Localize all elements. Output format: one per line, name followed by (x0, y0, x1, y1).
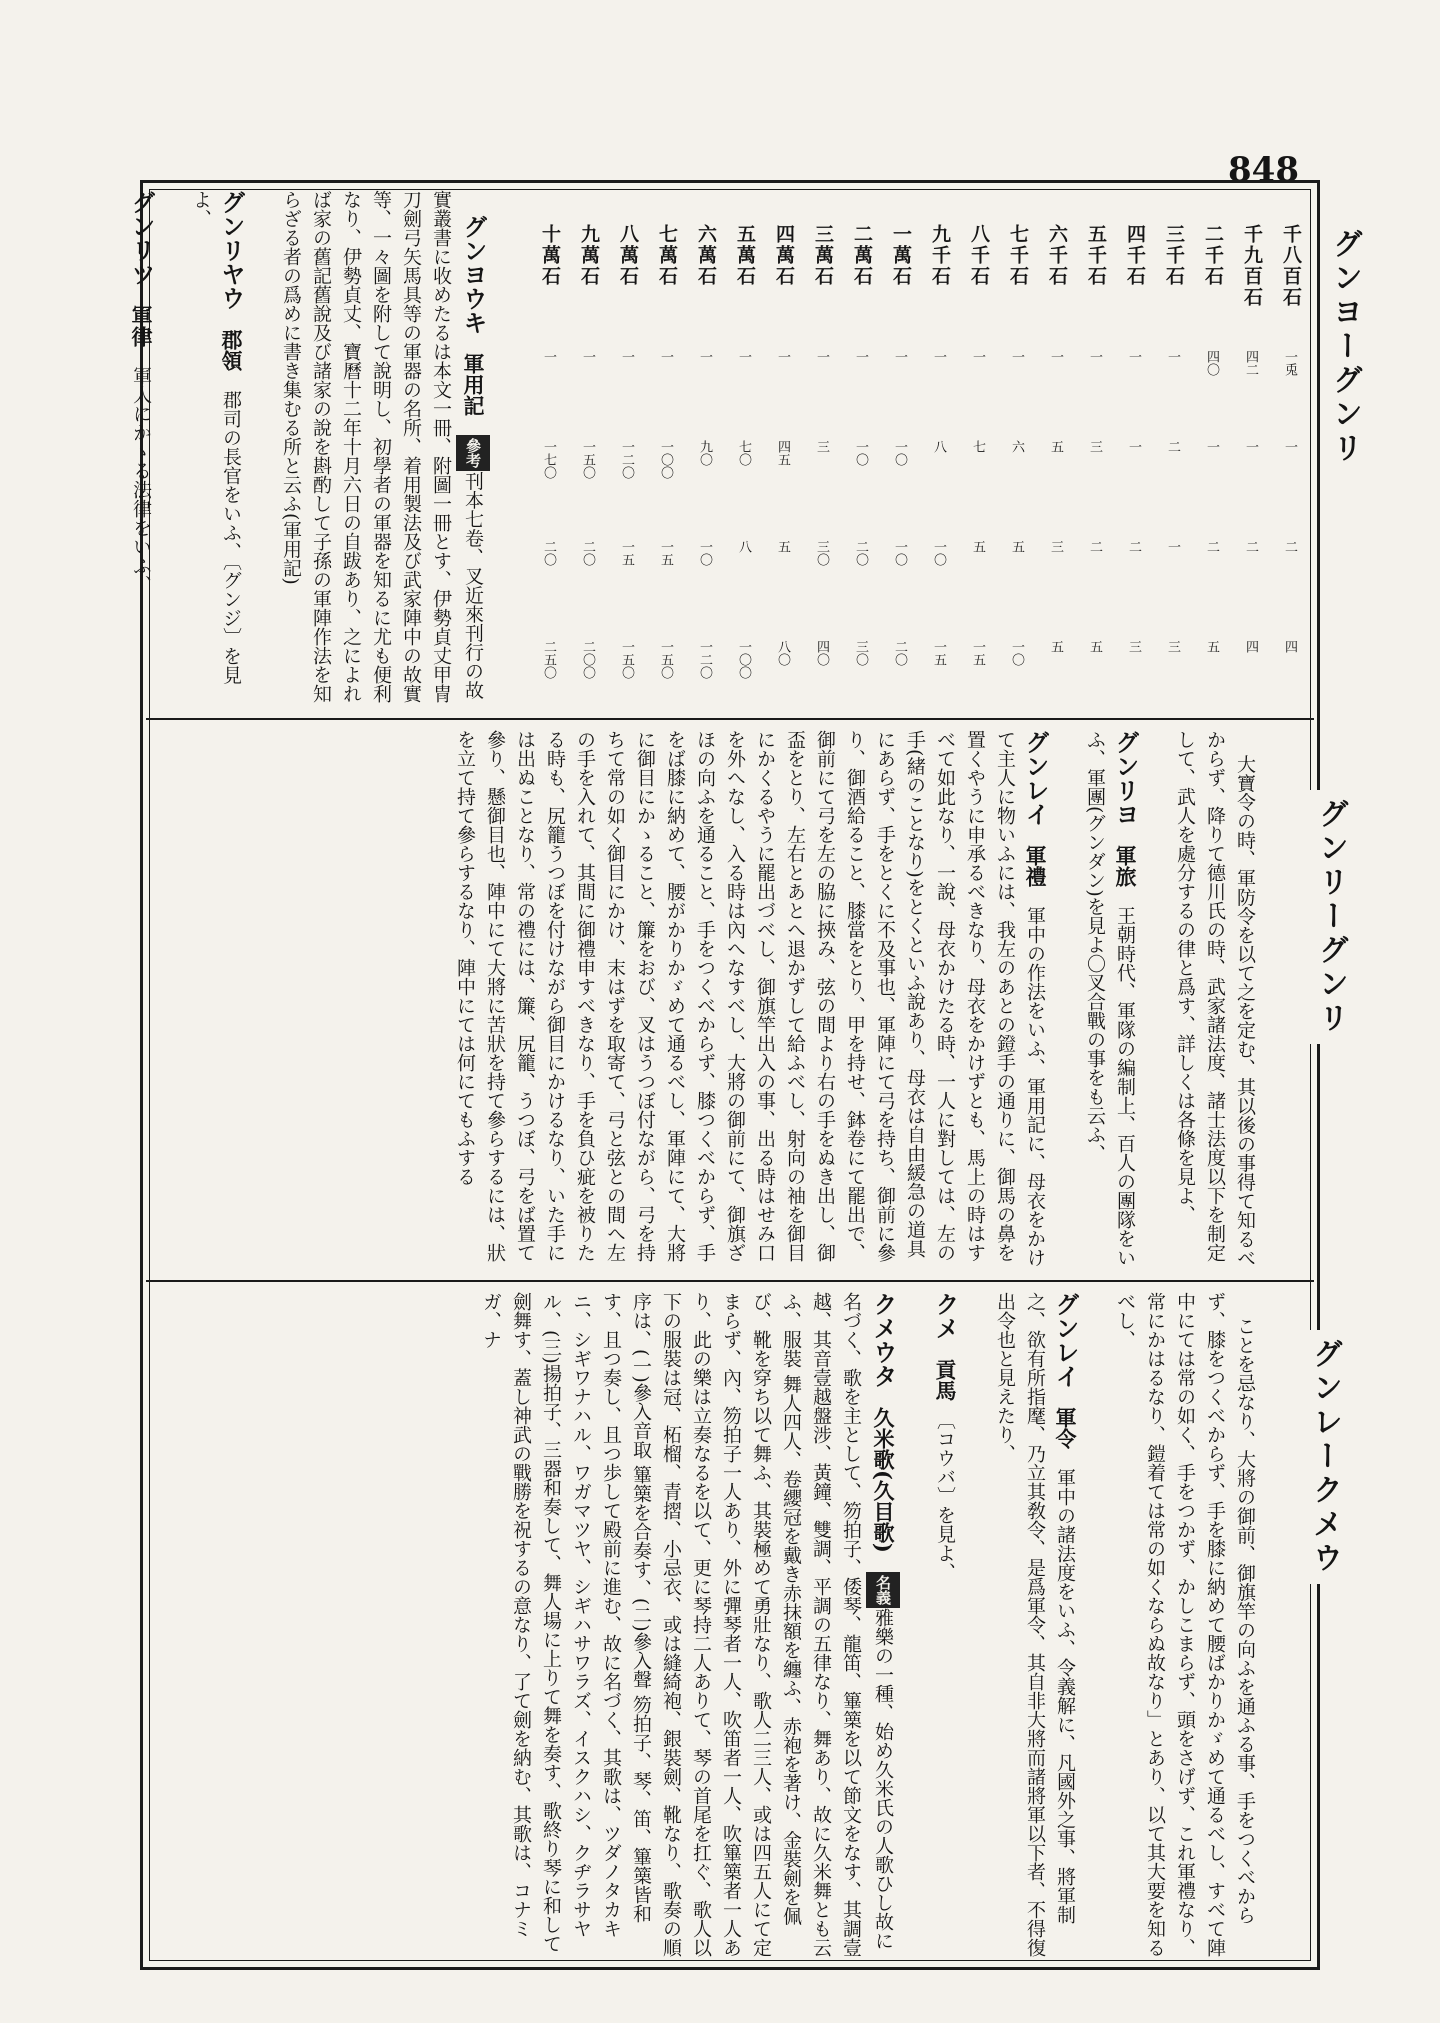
rank-table-cell: 一兎 (1282, 350, 1297, 376)
rank-table-name: 五萬石 (734, 224, 756, 287)
entry-text: 〔コウバ〕を見よ、 (934, 1420, 956, 1582)
rank-table-name: 二千石 (1202, 224, 1224, 287)
rank-table-cell: 四〇 (1204, 350, 1219, 376)
rank-table-cell: 一五 (619, 540, 634, 566)
rank-table-cell: 一〇 (931, 540, 946, 566)
rank-table-row (559, 200, 603, 700)
entry-headword: グンリヨ (1111, 730, 1140, 826)
rank-table-cell: 三 (814, 440, 829, 453)
rank-table-cell: 一七〇 (541, 440, 556, 479)
rank-table-cell: 四五 (775, 440, 790, 466)
entry-text: 王朝時代、軍隊の編制上、百人の團隊をいふ、軍團(グンダン)を見よ〇叉合戰の事をも云ふ、 (1084, 730, 1136, 1267)
rank-table-row (520, 200, 564, 700)
rank-table-cell: 五 (1009, 540, 1024, 553)
entry-text: 郡司の長官をいふ、〔グンジ〕を見よ、 (190, 190, 242, 685)
entry-term: 久米歌(久目歌) (871, 1407, 896, 1553)
rank-table-cell: 四二 (1243, 350, 1258, 376)
rank-table-row (1105, 200, 1149, 700)
rank-table-cell: 五 (970, 540, 985, 553)
rank-table-cell: 一 (580, 350, 595, 363)
rank-table-cell: 一 (1204, 440, 1219, 453)
entry-text: 軍人にかゝる法律をいふ、 (130, 366, 152, 594)
section-divider-1 (146, 718, 1314, 720)
rank-table-cell: 二 (1126, 540, 1141, 553)
entry-tag: 名義 (866, 1572, 900, 1608)
top-entries-section (127, 190, 520, 710)
entry-tag: 參考 (456, 435, 490, 471)
rank-table-name: 二萬石 (851, 224, 873, 287)
entry-headword: クメウタ (869, 1292, 898, 1388)
entry-text: 刊本七卷、叉近來刊行の故實叢書に收めたるは本文一冊、附圖一冊とす、伊勢貞丈甲冑刀劍弓矢馬具等の軍器の名所、着用製法及び武家陣中の故實等、一々圖を附して說明し、初學者の軍器を知るに尤も便利なり、伊勢貞丈、寶曆十二年十月六日の自跋あり、之によれば家の舊記舊說及び諸家の說を斟酌して子孫の軍陣作法を知らざる者の爲めに書き集むる所と云ふ(軍用記) (280, 190, 484, 703)
rank-table-cell: 四 (1282, 640, 1297, 653)
rank-table-cell: 一 (1165, 350, 1180, 363)
entry-headword: グンレイ (1051, 1292, 1080, 1388)
rank-table-name: 八千石 (968, 224, 990, 287)
rank-table-name: 九千石 (929, 224, 951, 287)
section-divider-2 (146, 1280, 1314, 1282)
rank-table-name: 七萬石 (656, 224, 678, 287)
rank-table-cell: 一 (697, 350, 712, 363)
rank-table-row (871, 200, 915, 700)
rank-table-row (1144, 200, 1188, 700)
rank-table-cell: 一 (619, 350, 634, 363)
entry-term: 郡領 (219, 329, 244, 371)
rank-table-cell: 七〇 (736, 440, 751, 466)
rank-table-name: 四萬石 (773, 224, 795, 287)
entry-term: 軍令 (1053, 1407, 1078, 1449)
rank-table-name: 三千石 (1163, 224, 1185, 287)
rank-table-cell: 五 (775, 540, 790, 553)
rank-table-cell: 九〇 (697, 440, 712, 466)
rank-table-row (754, 200, 798, 700)
rank-table-name: 五千石 (1085, 224, 1107, 287)
rank-table-row (1066, 200, 1110, 700)
rank-table-name: 千八百石 (1280, 224, 1302, 308)
rank-table-cell: 一 (775, 350, 790, 363)
page-number: 848 (1228, 150, 1299, 190)
entry-headword: グンリヤウ (217, 190, 246, 310)
rank-table-cell: 一 (1087, 350, 1102, 363)
rank-table-name: 千九百石 (1241, 224, 1263, 308)
rank-table-cell: 一五〇 (658, 640, 673, 679)
rank-table-cell: 一 (1126, 440, 1141, 453)
rank-table-cell: 二五〇 (541, 640, 556, 679)
rank-table-cell: 一 (970, 350, 985, 363)
rank-table-cell: 一 (1048, 350, 1063, 363)
rank-table-cell: 一五〇 (619, 640, 634, 679)
rank-table-cell: 五 (1048, 440, 1063, 453)
rank-table-cell: 二〇〇 (580, 640, 595, 679)
rank-table-cell: 八 (931, 440, 946, 453)
entry-headword: クメ (931, 1292, 960, 1340)
entry-headword: グンヨウキ (459, 214, 488, 335)
rank-table-cell: 一二〇 (697, 640, 712, 679)
rank-table-cell: 八〇 (775, 640, 790, 666)
entry-term: 軍用記 (461, 353, 486, 417)
rank-table-cell: 四〇 (814, 640, 829, 666)
rank-table-name: 三萬石 (812, 224, 834, 287)
rank-table (520, 200, 1300, 700)
rank-table-cell: 八 (736, 540, 751, 553)
rank-table-cell: 一 (541, 350, 556, 363)
entry-term: 軍禮 (1023, 845, 1048, 887)
rank-table-cell: 一 (853, 350, 868, 363)
rank-table-cell: 一 (736, 350, 751, 363)
rank-table-cell: 二〇 (892, 640, 907, 666)
rank-table-row (637, 200, 681, 700)
rank-table-row (1027, 200, 1071, 700)
rank-table-row (793, 200, 837, 700)
rank-table-cell: 一〇 (892, 540, 907, 566)
entry-headword: グンレイ (1021, 730, 1050, 826)
rank-table-name: 七千石 (1007, 224, 1029, 287)
rank-table-cell: 一 (892, 350, 907, 363)
rank-table-cell: 二 (1165, 440, 1180, 453)
rank-table-cell: 三 (1087, 440, 1102, 453)
rank-table-name: 六千石 (1046, 224, 1068, 287)
rank-table-name: 一萬石 (890, 224, 912, 287)
rank-table-cell: 四 (1243, 640, 1258, 653)
rank-table-cell: 二 (1204, 540, 1219, 553)
rank-table-cell: 二 (1243, 540, 1258, 553)
rank-table-cell: 五 (1204, 640, 1219, 653)
rank-table-cell: 三〇 (853, 640, 868, 666)
rank-table-row (676, 200, 720, 700)
rank-table-cell: 一 (1009, 350, 1024, 363)
rank-table-cell: 一 (658, 350, 673, 363)
rank-table-cell: 一〇 (1009, 640, 1024, 666)
rank-table-cell: 三〇 (814, 540, 829, 566)
rank-table-name: 四千石 (1124, 224, 1146, 287)
rank-table-cell: 一 (1126, 350, 1141, 363)
intro-text: 大寶令の時、軍防令を以て之を定む、其以後の事得て知るべからず、降りて德川氏の時、武家諸法度、諸士法度以下を制定して、武人を處分するの律と爲す、詳しくは各條を見よ、 (1174, 730, 1256, 1268)
rank-table-cell: 七 (970, 440, 985, 453)
entry-headword: グンリツ (127, 190, 156, 286)
intro-text: ことを忌なり、大將の御前、御旗竿の向ふを通ふる事、手をつくべからず、膝をつくべからず、手を膝に納めて腰ばかりかゞめて通るべし、すべて陣中にては常の如く、手をつかず、かしこまらず、頭をさげず、これ軍禮なり、常にかはるなり、鎧着ては常の如くならぬ故なり」とあり、以て其大要を知るべし、 (1114, 1292, 1256, 1957)
rank-table-cell: 二 (1282, 540, 1297, 553)
rank-table-row (910, 200, 954, 700)
bottom-section (160, 1292, 1290, 1957)
rank-table-cell: 三 (1048, 540, 1063, 553)
running-head-top: グンヨーグンリ (1320, 220, 1368, 474)
entry-term: 軍旅 (1113, 845, 1138, 887)
rank-table-row (1222, 200, 1266, 700)
rank-table-row (1183, 200, 1227, 700)
rank-table-cell: 五 (1048, 640, 1063, 653)
rank-table-cell: 一 (814, 350, 829, 363)
rank-table-row (988, 200, 1032, 700)
rank-table-cell: 五 (1087, 640, 1102, 653)
rank-table-cell: 一五 (970, 640, 985, 666)
rank-table-cell: 一二〇 (619, 440, 634, 479)
rank-table-name: 十萬石 (539, 224, 561, 287)
rank-table-name: 八萬石 (617, 224, 639, 287)
rank-table-cell: 一〇 (853, 440, 868, 466)
rank-table-cell: 一〇 (697, 540, 712, 566)
entry-text: 軍中の諸法度をいふ、令義解に、凡國外之事、將軍制之、欲有所指麾、乃立其敎令、是爲軍令、其自非大將而諸將軍以下者、不得復出令也と見えたり、 (994, 1292, 1076, 1957)
rank-table-cell: 一 (931, 350, 946, 363)
rank-table-row (1261, 200, 1305, 700)
entry-text: 雅樂の一種、始め久米氏の人歌ひし故に名づく、歌を主として、笏拍子、倭琴、龍笛、篳篥を以て節文をなす、其調壹越、其音壹越盤涉、黃鐘、雙調、平調の五律なり、舞あり、故に久米舞とも云ふ、服裝 舞人四人、卷纓冠を戴き赤抹額を纏ふ、赤袍を著け、金裝劍を佩び、靴を穿ち以て舞ふ、其裝極めて勇壯なり、歌人二三人、或は四五人にて定まらず、內、笏拍子一人あり、外に彈琴者一人、吹笛者一人、吹篳篥者一人あり、此の樂は立奏なるを以て、更に琴持二人ありて、琴の首尾を扛ぐ、歌人以下の服裝は冠、柘榴、青摺、小忌衣、或は縫綺袍、銀裝劍、靴なり、歌奏の順序は、(一)參入音取 篳篥を合奏す、(二)參入聲 笏拍子、琴、笛、篳篥皆和す、且つ奏し、且つ歩して殿前に進む、故に名づく、其歌は、ツダノタカキニ、シギワナハル、ワガマツヤ、シギハサワラズ、イスクハシ、クヂラサヤル、(三)揚拍子、三器和奏して、舞人場に上りて舞を奏す、歌終り琴に和して劍舞す、蓋し神武の戰勝を祝するの意なり、了て劍を納む、其歌は、コナミガ、ナ (480, 1292, 894, 1957)
entry-text: 軍中の作法をいふ、軍用記に、母衣をかけて主人に物いふには、我左のあとの鐙手の通りに、御馬の鼻を置くやうに申承るべきなり、母衣をかけずとも、馬上の時はすべて如此なり、一說、母衣かけたる時、一人に對しては、左の手(緒のことなり)をとくといふ說あり、母衣は自由緩急の道具にあらず、手をとくに不及事也、軍陣にて弓を持ち、御前に參り、御酒給ること、膝當をとり、甲を持せ、鉢卷にて罷出で、御前にて弓を左の脇に挾み、弦の間より右の手をぬき出し、御盃をとり、左右とあとへ退かずして給ふべし、射向の袖を御目にかくるやうに罷出づべし、御旗竿出入の事、出る時はせみ口を外へなし、入る時は內へなすべし、大將の御前にて、御旗ざほの向ふを通ること、手をつくべからず、膝つくべからず、手をば膝に納めて、腰がかりかゞめて通るべし、軍陣にて、大將に御目にかゝること、簾をおび、叉はうつぼ付ながら、弓を持ちて常の如く御目にかけ、末はずを取寄て、弓と弦との間へ左の手を入れて、其間に御禮申すべきなり、手を負ひ疵を被りたる時も、尻籠うつぼを付けながら御目にかけるなり、いた手には出ぬことなり、常の禮には、簾、尻籠、うつぼ、弓をば置て參り、懸御目也、陣中にて大將に苦狀を持て參らするには、狀を立て持て參らするなり、陣中にては何にてもふする (454, 730, 1046, 1267)
rank-table-cell: 一〇〇 (736, 640, 751, 679)
running-head-middle: グンリーグンリ (1306, 790, 1354, 1044)
rank-table-cell: 二〇 (541, 540, 556, 566)
rank-table-name: 六萬石 (695, 224, 717, 287)
entry-term: 貢馬 (933, 1359, 958, 1401)
running-head-bottom: グンレークメウ (1300, 1330, 1348, 1584)
rank-table-cell: 一五 (658, 540, 673, 566)
rank-table-cell: 六 (1009, 440, 1024, 453)
rank-table-cell: 一 (1282, 440, 1297, 453)
rank-table-cell: 一〇 (892, 440, 907, 466)
rank-table-cell: 一 (1243, 440, 1258, 453)
rank-table-cell: 二〇 (580, 540, 595, 566)
rank-table-row (949, 200, 993, 700)
rank-table-row (715, 200, 759, 700)
rank-table-cell: 二 (1087, 540, 1102, 553)
rank-table-cell: 一 (1165, 540, 1180, 553)
rank-table-cell: 一〇〇 (658, 440, 673, 479)
rank-table-cell: 三 (1126, 640, 1141, 653)
entry-term: 軍律 (129, 305, 154, 347)
rank-table-cell: 一五〇 (580, 440, 595, 479)
rank-table-row (598, 200, 642, 700)
middle-section (160, 730, 1290, 1270)
rank-table-row (832, 200, 876, 700)
rank-table-name: 九萬石 (578, 224, 600, 287)
rank-table-cell: 一五 (931, 640, 946, 666)
rank-table-cell: 三 (1165, 640, 1180, 653)
rank-table-cell: 二〇 (853, 540, 868, 566)
